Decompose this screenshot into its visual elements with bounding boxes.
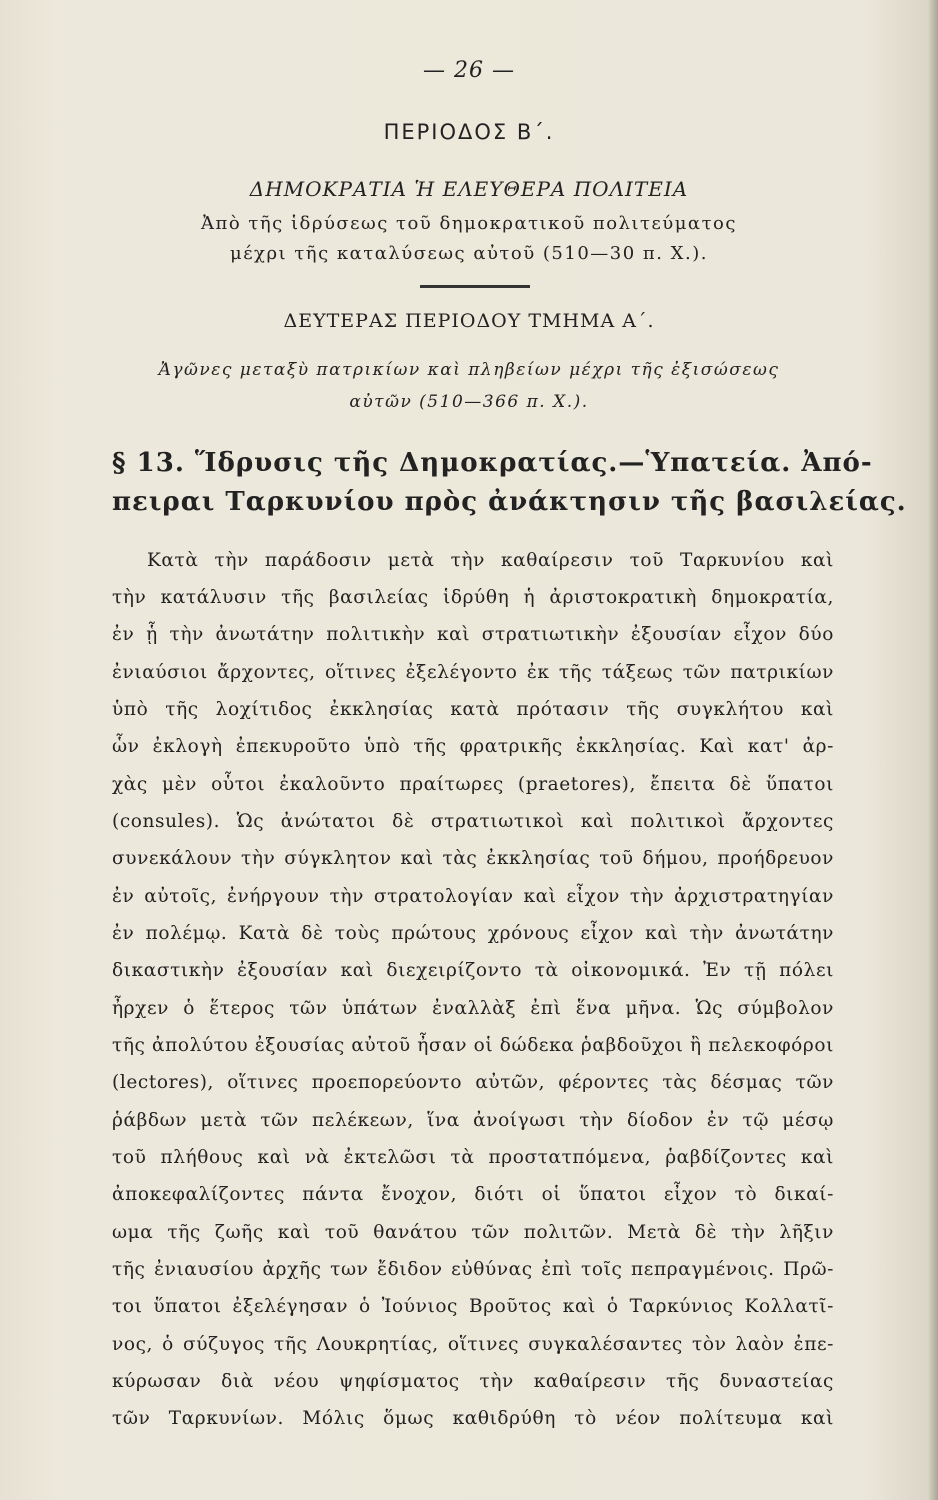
page-number: — 26 —	[423, 58, 515, 83]
body-line: κύρωσαν διὰ νέου ψηφίσματος τὴν καθαίρεσιν τῆς δυναστείας	[112, 1371, 834, 1392]
body-line: δικαστικὴν ἐξουσίαν καὶ διεχειρίζοντο τὰ οἰκονομικά. Ἐν τῇ πόλει	[112, 960, 834, 981]
body-line: τὴν κατάλυσιν τῆς βασιλείας ἱδρύθη ἡ ἀριστοκρατικὴ δημοκρατία,	[112, 587, 834, 608]
body-line: συνεκάλουν τὴν σύγκλητον καὶ τὰς ἐκκλησίας τοῦ δήμου, προήδρευον	[112, 848, 834, 869]
body-line: τῶν Ταρκυνίων. Μόλις ὅμως καθιδρύθη τὸ νέον πολίτευμα καὶ	[112, 1408, 834, 1429]
subtitle: ΔΗΜΟΚΡΑΤΙΑ Ἡ ΕΛΕΥΘΕΡΑ ΠΟΛΙΤΕΙΑ	[249, 177, 689, 201]
body-line: τῆς ἀπολύτου ἐξουσίας αὐτοῦ ἦσαν οἱ δώδεκα ῥαβδοῦχοι ἢ πελεκοφόροι	[112, 1035, 834, 1056]
body-line: ῥάβδων μετὰ τῶν πελέκεων, ἵνα ἀνοίγωσι τὴν δίοδον ἐν τῷ μέσῳ	[112, 1110, 834, 1131]
body-line: χὰς μὲν οὗτοι ἐκαλοῦντο πραίτωρες (praetores), ἔπειτα δὲ ὕπατοι	[112, 774, 834, 795]
range-line: Ἀπὸ τῆς ἱδρύσεως τοῦ δημοκρατικοῦ πολιτεύματος	[201, 213, 737, 234]
section-subtitle-line: Ἀγῶνες μεταξὺ πατρικίων καὶ πληβείων μέχρι τῆς ἐξισώσεως	[158, 360, 780, 380]
body-line: ἦρχεν ὁ ἕτερος τῶν ὑπάτων ἐναλλὰξ ἐπὶ ἕνα μῆνα. Ὡς σύμβολον	[112, 998, 834, 1019]
body-line: τοι ὕπατοι ἐξελέγησαν ὁ Ἰούνιος Βροῦτος καὶ ὁ Ταρκύνιος Κολλατῖ-	[112, 1296, 834, 1317]
body-line: ἐνιαύσιοι ἄρχοντες, οἵτινες ἐξελέγοντο ἐκ τῆς τάξεως τῶν πατρικίων	[112, 662, 834, 683]
body-line: Κατὰ τὴν παράδοσιν μετὰ τὴν καθαίρεσιν τοῦ Ταρκυνίου καὶ	[147, 550, 834, 571]
body-line: ὧν ἐκλογὴ ἐπεκυροῦτο ὑπὸ τῆς φρατρικῆς ἐκκλησίας. Καὶ κατ' ἀρ-	[112, 736, 834, 757]
chapter-heading-line: § 13. Ἵδρυσις τῆς Δημοκρατίας.—Ὑπατεία. Ἀπό-	[112, 448, 873, 478]
body-line: τῆς ἐνιαυσίου ἀρχῆς των ἔδιδον εὐθύνας ἐπὶ τοῖς πεπραγμένοις. Πρῶ-	[112, 1259, 834, 1280]
section-subtitle-line: αὐτῶν (510—366 π. Χ.).	[349, 392, 589, 412]
body-line: ἐν ᾗ τὴν ἀνωτάτην πολιτικὴν καὶ στρατιωτικὴν ἐξουσίαν εἶχον δύο	[112, 624, 834, 645]
body-line: ἀποκεφαλίζοντες πάντα ἔνοχον, διότι οἱ ὕπατοι εἶχον τὸ δικαί-	[112, 1184, 834, 1205]
body-line: ἐν πολέμῳ. Κατὰ δὲ τοὺς πρώτους χρόνους εἶχον καὶ τὴν ἀνωτάτην	[112, 923, 834, 944]
divider-rule	[420, 285, 530, 288]
body-line: (consules). Ὡς ἀνώτατοι δὲ στρατιωτικοὶ καὶ πολιτικοὶ ἄρχοντες	[112, 811, 834, 832]
chapter-heading-line: πειραι Ταρκυνίου πρὸς ἀνάκτησιν τῆς βασιλείας.	[112, 487, 907, 517]
body-line: ὑπὸ τῆς λοχίτιδος ἐκκλησίας κατὰ πρότασιν τῆς συγκλήτου καὶ	[112, 699, 834, 720]
body-line: τοῦ πλήθους καὶ νὰ ἐκτελῶσι τὰ προστατπόμενα, ῥαβδίζοντες καὶ	[112, 1147, 834, 1168]
body-line: ἐν αὐτοῖς, ἐνήργουν τὴν στρατολογίαν καὶ εἶχον τὴν ἀρχιστρατηγίαν	[112, 886, 834, 907]
range-line: μέχρι τῆς καταλύσεως αὐτοῦ (510—30 π. Χ.).	[230, 243, 708, 264]
period-title: ΠΕΡΙΟΔΟΣ Β΄.	[383, 120, 555, 144]
section-title: ΔΕΥΤΕΡΑΣ ΠΕΡΙΟΔΟΥ ΤΜΗΜΑ Α΄.	[283, 310, 655, 332]
body-line: (lectores), οἵτινες προεπορεύοντο αὐτῶν, φέροντες τὰς δέσμας τῶν	[112, 1072, 834, 1093]
body-line: νος, ὁ σύζυγος τῆς Λουκρητίας, οἵτινες συγκαλέσαντες τὸν λαὸν ἐπε-	[112, 1334, 834, 1355]
body-line: ωμα τῆς ζωῆς καὶ τοῦ θανάτου τῶν πολιτῶν. Μετὰ δὲ τὴν λῆξιν	[112, 1222, 834, 1243]
